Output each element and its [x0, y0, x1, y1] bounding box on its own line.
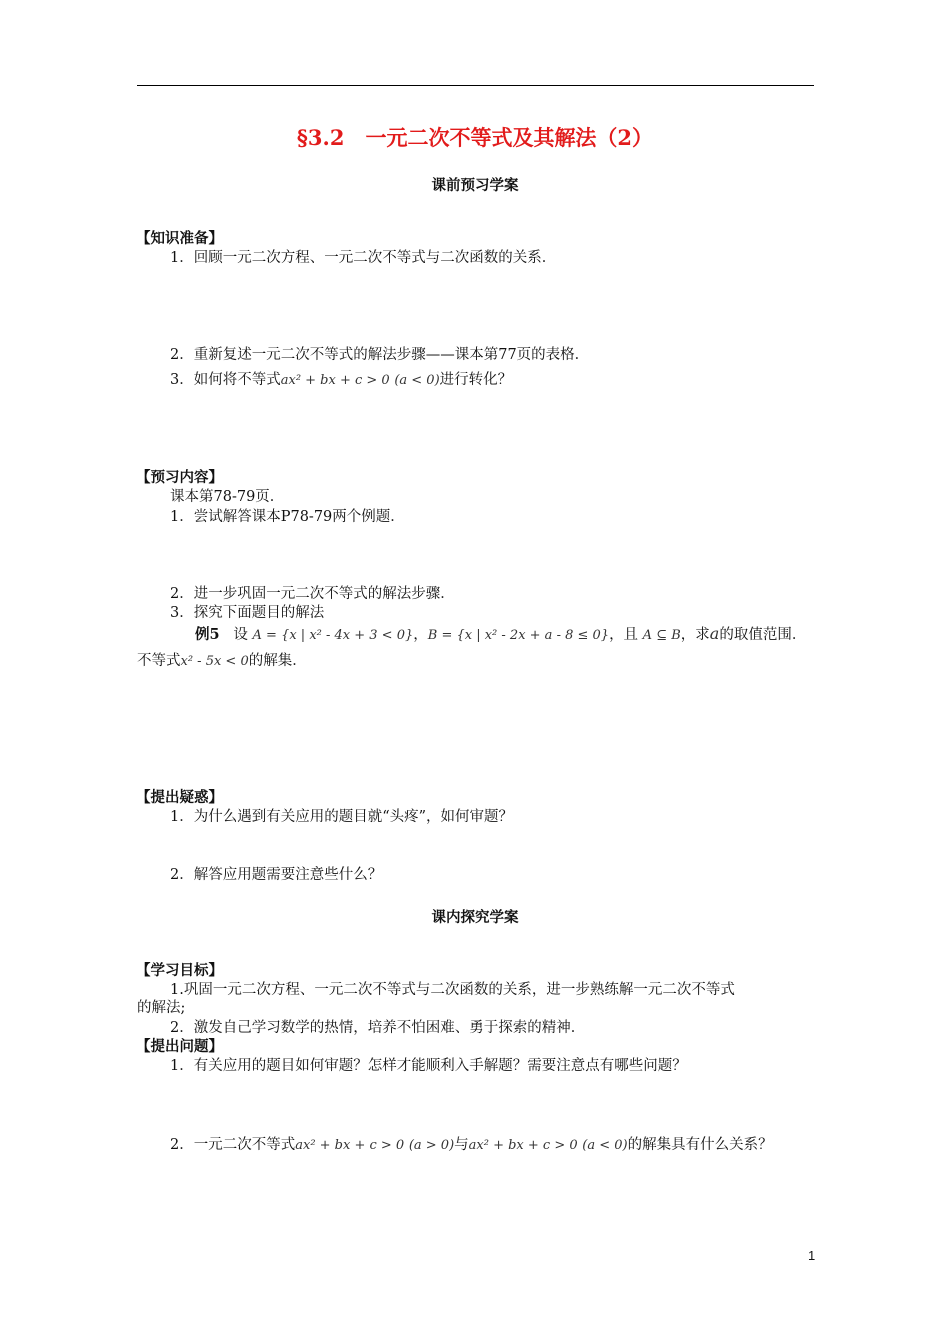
text: 与	[454, 1137, 469, 1153]
example-label: 例5	[195, 626, 220, 643]
text: 设	[233, 627, 248, 643]
math-expression: ax² + bx + c > 0	[280, 373, 390, 388]
page-title: §3.2 一元二次不等式及其解法（2）	[296, 125, 654, 150]
math-condition: (a < 0)	[394, 373, 440, 388]
math-subset: A ⊆ B	[642, 628, 681, 643]
math-variable: a	[709, 624, 720, 643]
math-expression: ax² + bx + c > 0	[295, 1138, 405, 1153]
heading-raise-questions: 【提出问题】	[136, 1038, 223, 1055]
paragraph: 1．尝试解答课本P78-79两个例题．	[170, 509, 405, 525]
text: 的解集具有什么关系？	[627, 1137, 773, 1153]
text: 不等式	[137, 653, 181, 669]
text: 的取值范围．	[719, 627, 807, 643]
section-heading-preview: 课前预习学案	[431, 177, 519, 194]
heading-questions: 【提出疑惑】	[136, 789, 223, 806]
section-heading-inclass: 课内探究学案	[431, 909, 519, 926]
paragraph	[137, 652, 307, 671]
paragraph: 2．重新复述一元二次不等式的解法步骤——课本第77页的表格．	[170, 347, 590, 363]
example-5	[195, 625, 806, 645]
paragraph: 1．回顾一元二次方程、一元二次不等式与二次函数的关系．	[170, 250, 557, 266]
paragraph: 2．进一步巩固一元二次不等式的解法步骤．	[170, 586, 455, 602]
text: 进行转化？	[439, 372, 513, 388]
text: ，	[413, 627, 428, 643]
paragraph: 1．为什么遇到有关应用的题目就“头疼”，如何审题？	[170, 809, 514, 825]
header-rule	[137, 85, 814, 86]
paragraph: 2．解答应用题需要注意些什么？	[170, 867, 383, 883]
paragraph	[170, 1136, 773, 1155]
paragraph: 课本第78-79页．	[170, 489, 285, 505]
math-set-a: A = {x | x² - 4x + 3 < 0}	[252, 628, 414, 643]
paragraph: 的解法;	[137, 1000, 186, 1016]
heading-learning-goals: 【学习目标】	[136, 962, 223, 979]
paragraph	[170, 371, 512, 390]
math-condition: (a < 0)	[582, 1138, 628, 1153]
math-expression: ax² + bx + c > 0	[468, 1138, 578, 1153]
paragraph: 1．有关应用的题目如何审题？怎样才能顺利入手解题？需要注意点有哪些问题？	[170, 1058, 687, 1074]
paragraph: 3．探究下面题目的解法	[170, 605, 325, 621]
text: 的解集．	[248, 653, 307, 669]
heading-preview-content: 【预习内容】	[136, 469, 223, 486]
paragraph: 2．激发自己学习数学的热情，培养不怕困难、勇于探索的精神．	[170, 1020, 586, 1036]
paragraph: 1.巩固一元二次方程、一元二次不等式与二次函数的关系，进一步熟练解一元二次不等式	[170, 982, 735, 998]
math-condition: (a > 0)	[408, 1138, 455, 1153]
text: 2．一元二次不等式	[170, 1137, 296, 1153]
heading-knowledge-prep: 【知识准备】	[136, 230, 223, 247]
text: ，求	[680, 627, 710, 643]
math-set-b: B = {x | x² - 2x + a - 8 ≤ 0}	[427, 628, 610, 643]
math-expression: x² - 5x < 0	[180, 654, 249, 669]
text: 3．如何将不等式	[170, 372, 281, 388]
text: ，且	[609, 627, 639, 643]
page-number: 1	[808, 1248, 816, 1263]
